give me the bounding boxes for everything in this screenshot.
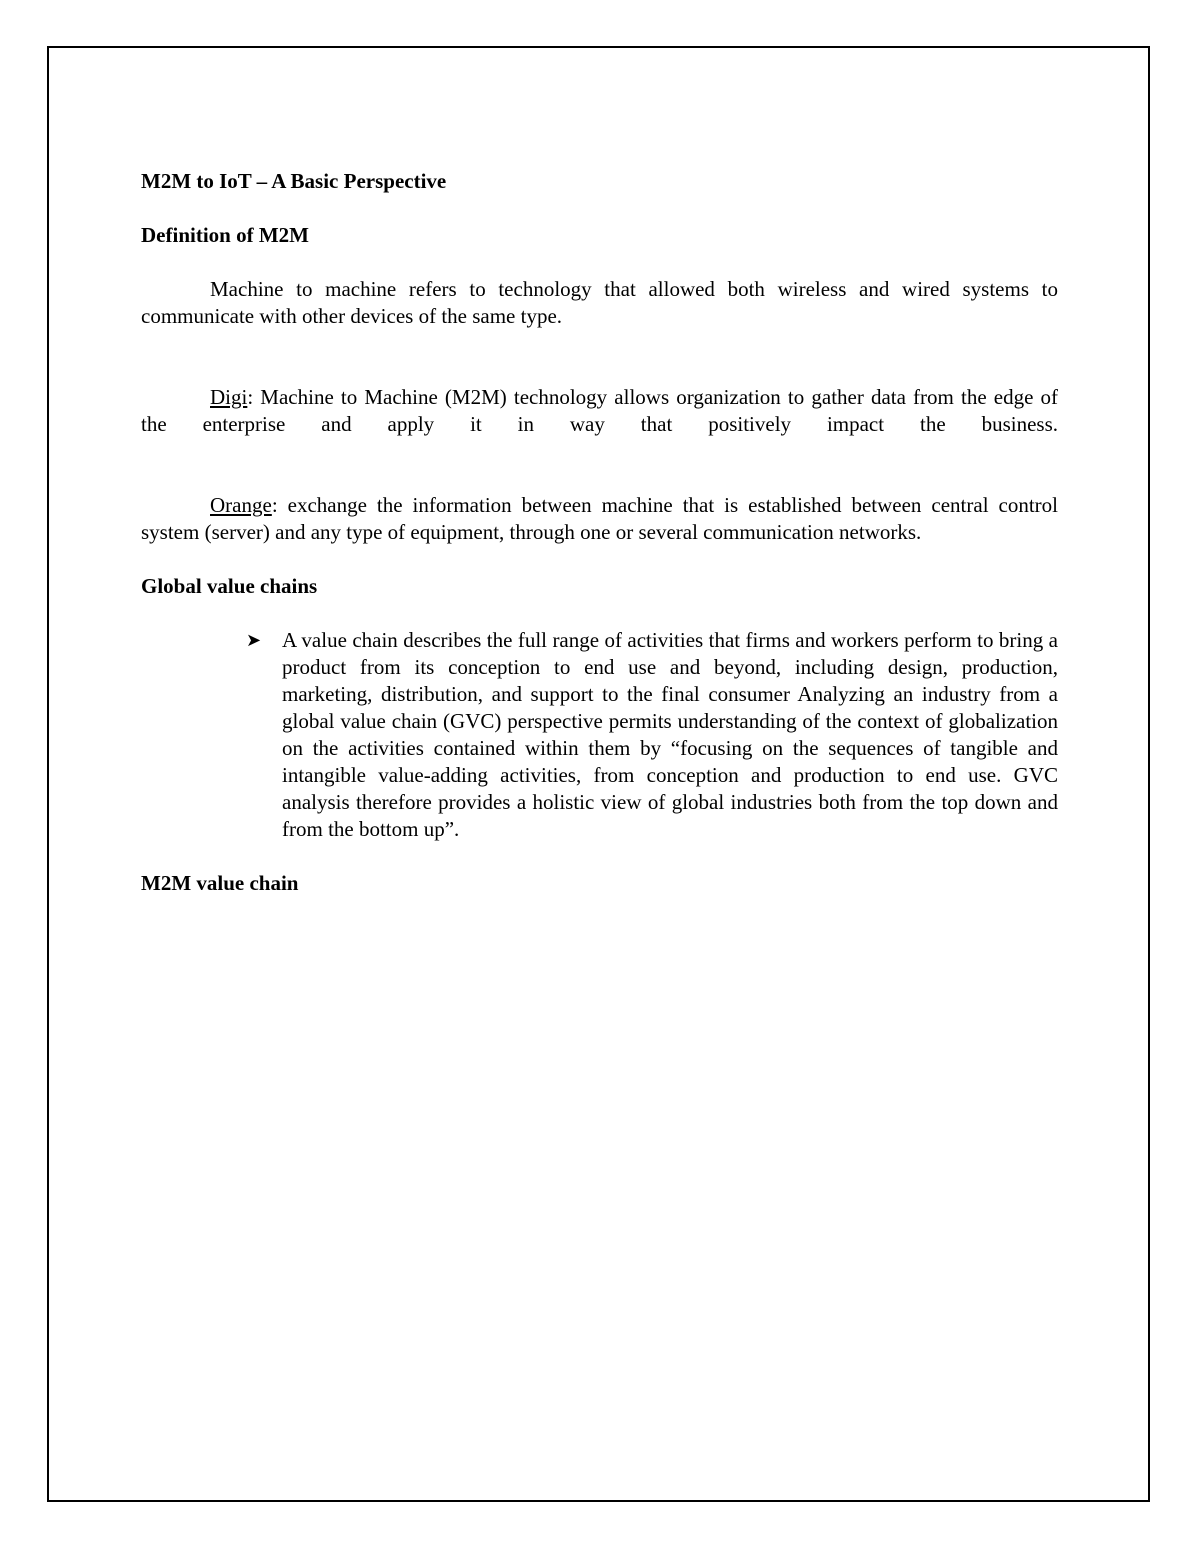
orange-source-label: Orange (210, 493, 272, 517)
definition-paragraph: Machine to machine refers to technology that allowed both wireless and wired systems to communicate with other devices of the same type. (141, 277, 1058, 328)
document-title: M2M to IoT – A Basic Perspective (141, 169, 447, 193)
arrowhead-bullet-icon: ➤ (246, 630, 262, 651)
list-item (246, 627, 1058, 843)
digi-definition-text: : Machine to Machine (M2M) technology allows organization to gather data from the edge of the enterprise and apply it in way that positively impact the business. (141, 385, 1058, 436)
document-body (141, 168, 1058, 897)
orange-definition (141, 492, 1058, 546)
value-chain-bullet-list (141, 627, 1058, 843)
heading-m2m-value-chain: M2M value chain (141, 871, 299, 895)
heading-global-value-chains: Global value chains (141, 574, 318, 598)
value-chain-bullet-text: A value chain describes the full range of activities that firms and workers perform to bring a product from its conception to end use and beyond, including design, production, marketing, distribution, and support to the final consumer Analyzing an industry from a global value chain (GVC) perspective permits understanding of the context of globalization on the activities contained within them by “focusing on the sequences of tangible and intangible value-adding activities, from conception and production to end use. GVC analysis therefore provides a holistic view of global industries both from the top down and from the bottom up”. (282, 628, 1058, 841)
digi-definition (141, 384, 1058, 438)
digi-source-label: Digi (210, 385, 248, 409)
orange-definition-text: : exchange the information between machine that is established between central control system (server) and any type of equipment, through one or several communication networks. (141, 493, 1058, 544)
heading-definition-m2m: Definition of M2M (141, 223, 309, 247)
